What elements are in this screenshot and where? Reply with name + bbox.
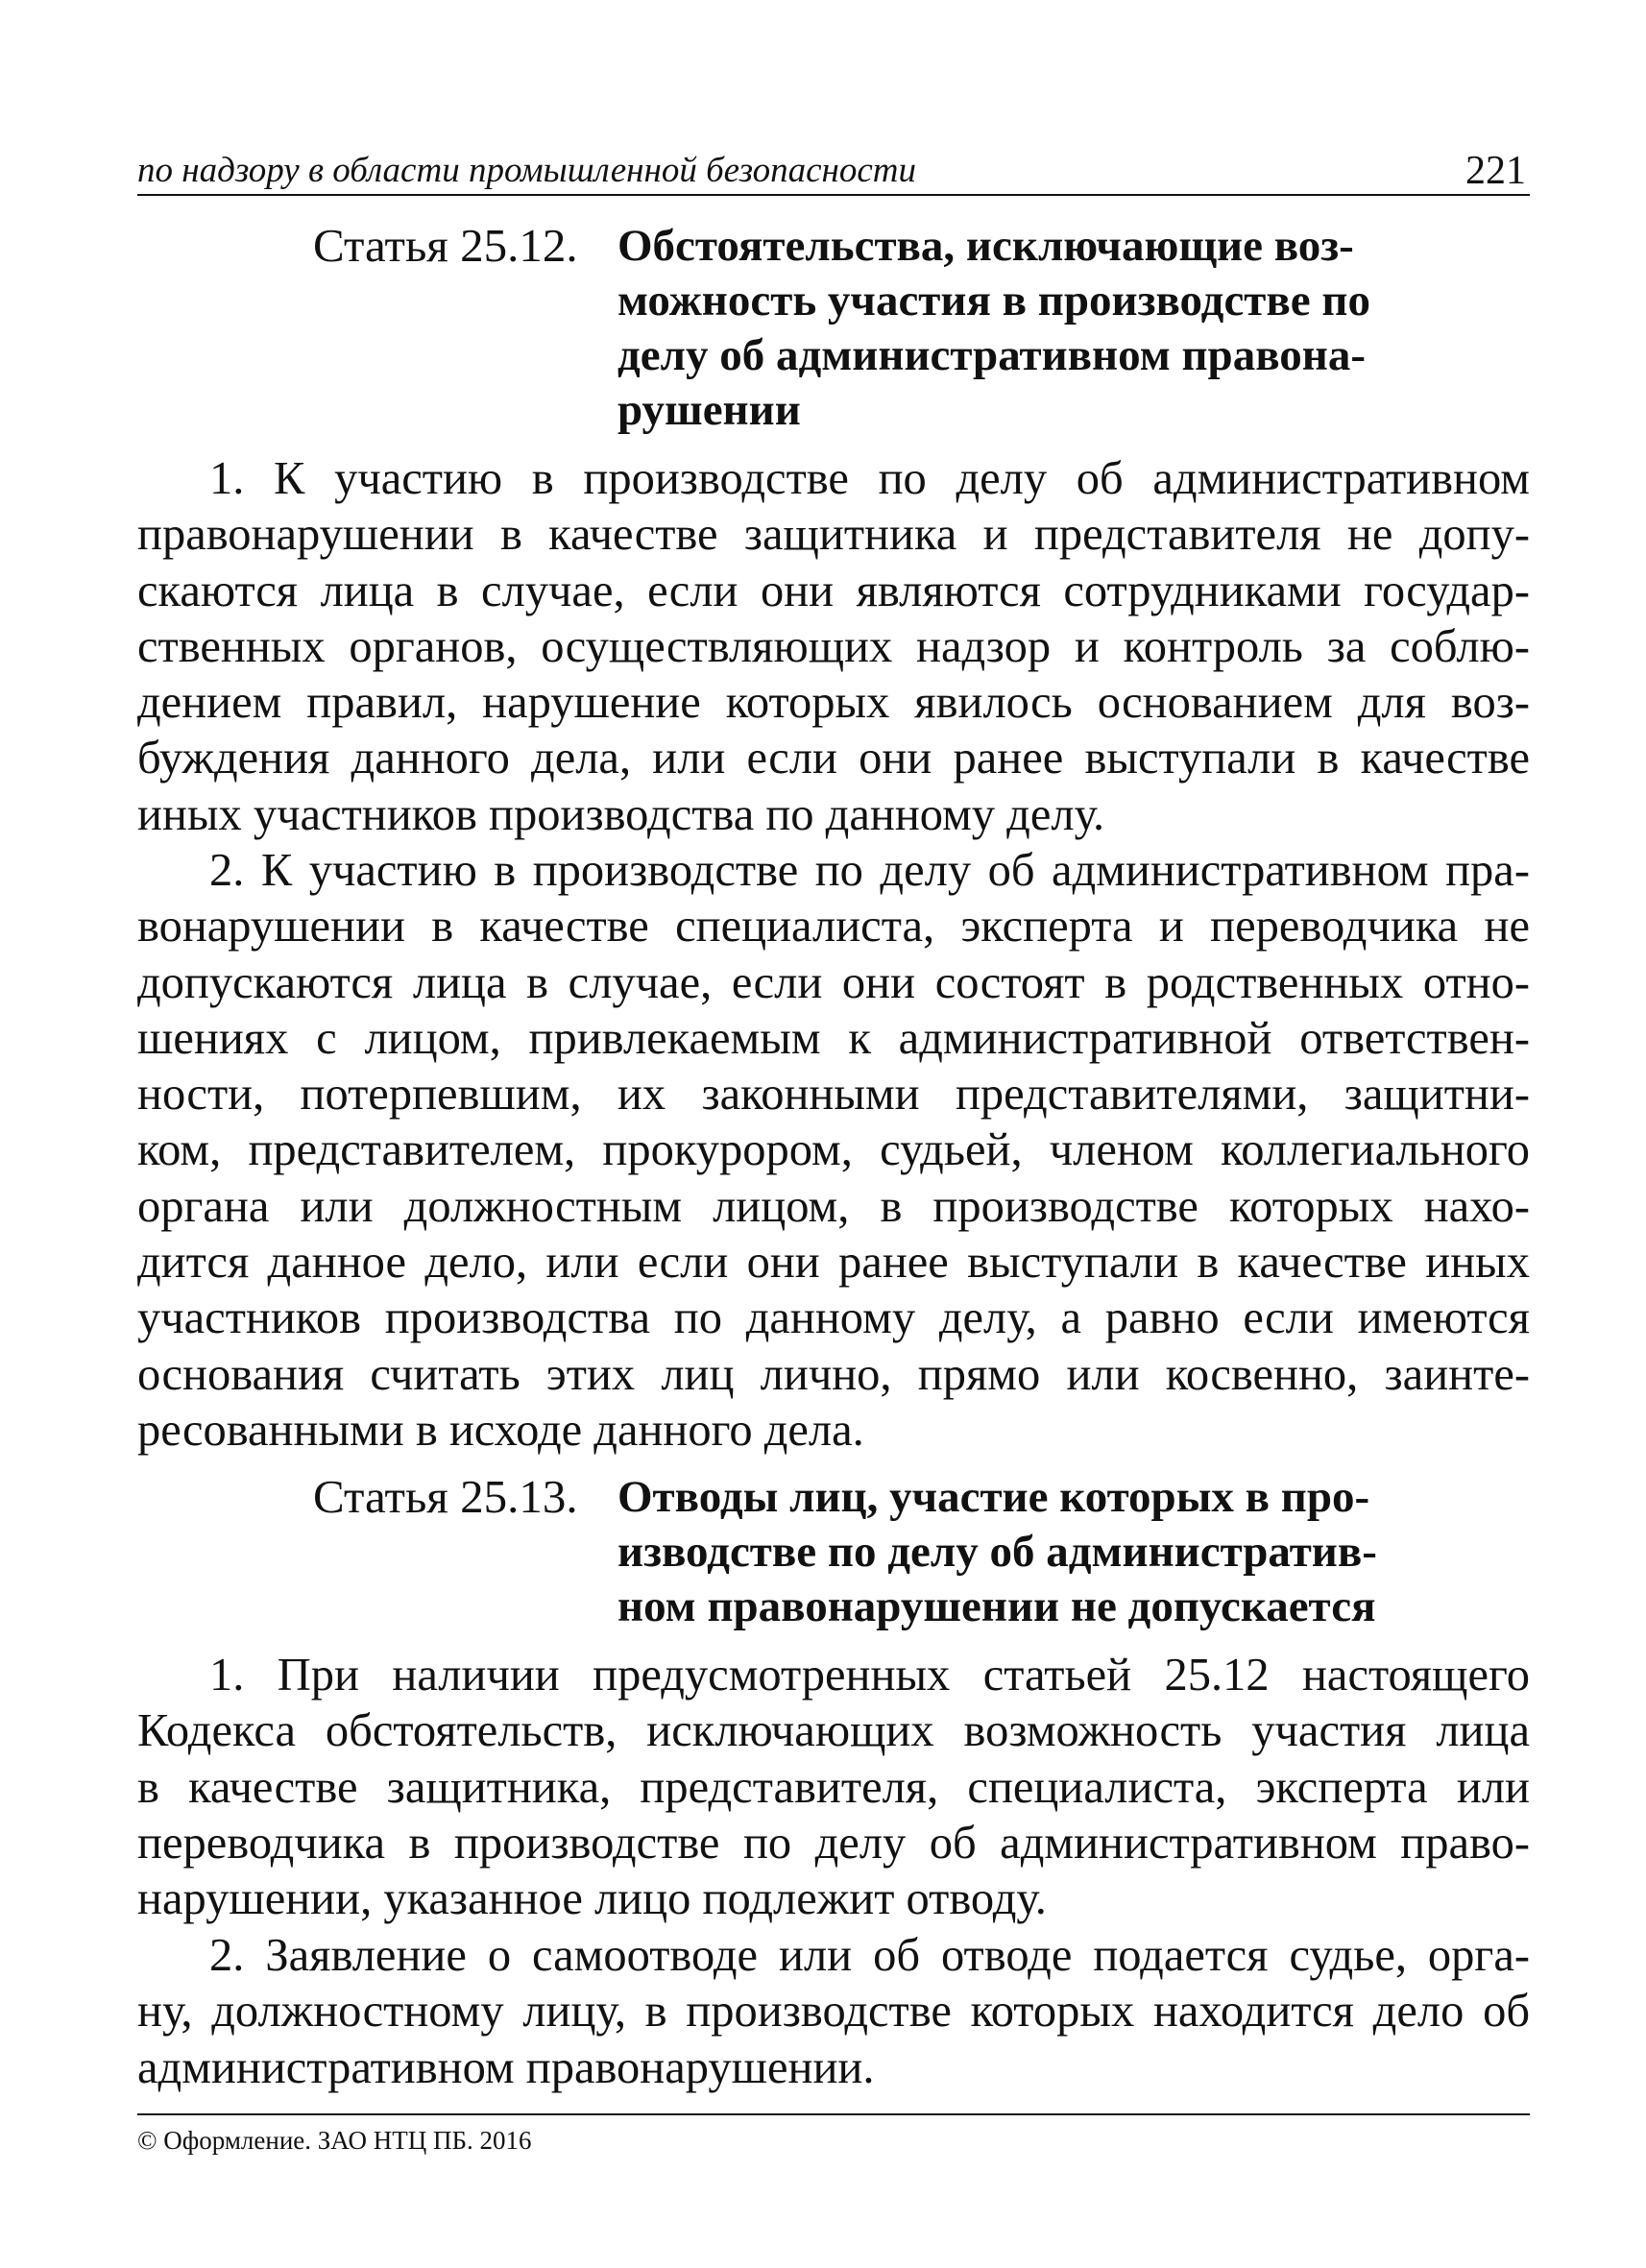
- text-line: ственных органов, осуществляющих надзор и контроль за соблю-: [137, 620, 1530, 672]
- article-title-line: Обстоятельства, исключающие воз-: [617, 221, 1354, 271]
- running-header: [137, 144, 1530, 196]
- article-title-line: ном правонарушении не допускается: [617, 1581, 1376, 1631]
- text-line: 2. Заявление о самоотводе или об отводе подается судье, орга-: [209, 1930, 1530, 1981]
- text-line: участников производства по данному делу, а равно если имеются: [137, 1292, 1530, 1344]
- text-line: скаются лица в случае, если они являются сотрудниками государ-: [137, 565, 1530, 616]
- text-line: ком, представителем, прокурором, судьей, членом коллегиального: [137, 1124, 1530, 1176]
- text-line: 1. К участию в производстве по делу об административном: [209, 453, 1530, 504]
- article-label: Статья 25.13.: [313, 1470, 578, 1523]
- text-line: в качестве защитника, представителя, специалиста, эксперта или: [137, 1761, 1530, 1813]
- text-line: нарушении, указанное лицо подлежит отводу.: [137, 1873, 1047, 1925]
- article-title: [617, 1470, 1377, 1634]
- text-line: органа или должностным лицом, в производстве которых нахо-: [137, 1180, 1530, 1232]
- running-title: по надзору в области промышленной безопасности: [137, 151, 916, 190]
- text-line: Кодекса обстоятельств, исключающих возможность участия лица: [137, 1705, 1530, 1757]
- paragraph-25-13-1: [137, 1648, 1530, 1927]
- paragraph-25-12-1: [137, 451, 1530, 843]
- article-title: [617, 219, 1370, 438]
- text-line: основания считать этих лиц лично, прямо или косвенно, заинте-: [137, 1348, 1530, 1400]
- text-line: административном правонарушении.: [137, 2041, 875, 2093]
- text-line: дится данное дело, или если они ранее выступали в качестве иных: [137, 1237, 1530, 1289]
- text-line: вонарушении в качестве специалиста, эксперта и переводчика не: [137, 901, 1530, 953]
- text-line: 2. К участию в производстве по делу об административном пра-: [209, 845, 1530, 896]
- article-title-line: изводстве по делу об административ-: [617, 1527, 1377, 1577]
- text-line: ну, должностному лицу, в производстве которых находится дело об: [137, 1986, 1530, 2038]
- text-line: допускаются лица в случае, если они состоят в родственных отно-: [137, 956, 1530, 1008]
- footer-rule: [137, 2113, 1530, 2115]
- paragraph-25-13-2: [137, 1928, 1530, 2096]
- text-line: буждения данного дела, или если они ранее выступали в качестве: [137, 733, 1530, 784]
- paragraph-25-12-2: [137, 843, 1530, 1459]
- article-title-line: рушении: [617, 385, 801, 435]
- text-line: ресованными в исходе данного дела.: [137, 1404, 864, 1456]
- article-title-line: можность участия в производстве по: [617, 276, 1370, 326]
- text-line: иных участников производства по данному делу.: [137, 788, 1105, 840]
- article-title-line: Отводы лиц, участие которых в про-: [617, 1472, 1370, 1522]
- text-line: шениях с лицом, привлекаемым к административной ответствен-: [137, 1012, 1530, 1064]
- text-line: ности, потерпевшим, их законными представителями, защитни-: [137, 1069, 1530, 1121]
- text-line: 1. При наличии предусмотренных статьей 25.12 настоящего: [209, 1650, 1530, 1701]
- footer-copyright: © Оформление. ЗАО НТЦ ПБ. 2016: [137, 2126, 532, 2155]
- text-line: переводчика в производстве по делу об административном право-: [137, 1817, 1530, 1869]
- article-label: Статья 25.12.: [313, 219, 578, 272]
- page-number: 221: [1465, 149, 1526, 193]
- text-line: правонарушении в качестве защитника и представителя не допу-: [137, 509, 1530, 561]
- text-line: дением правил, нарушение которых явилось основанием для воз-: [137, 677, 1530, 729]
- article-title-line: делу об административном правона-: [617, 330, 1366, 380]
